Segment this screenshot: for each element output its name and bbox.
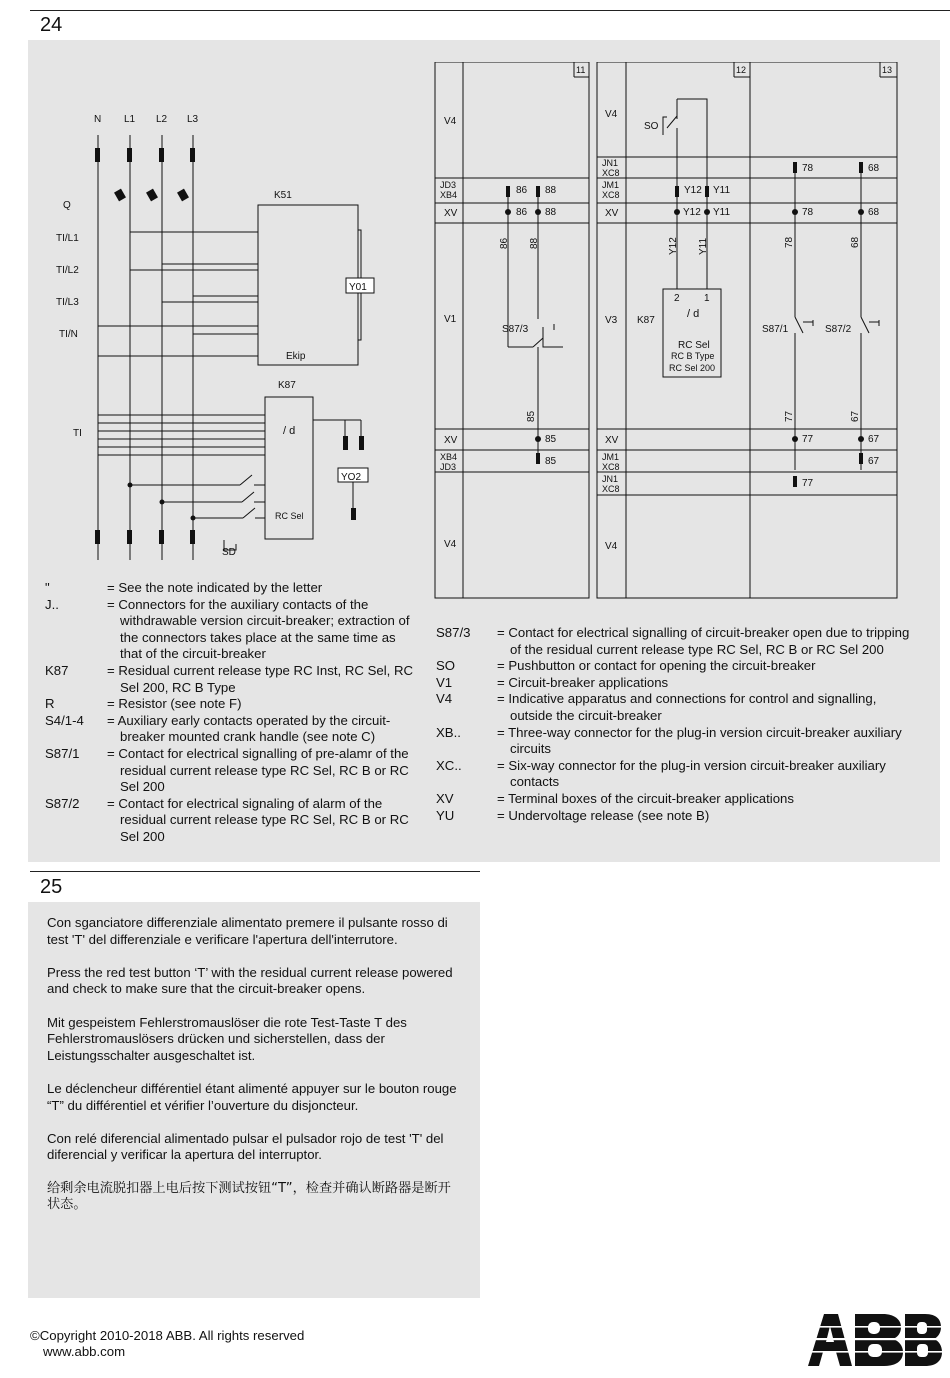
row-label-jd3-bottom: JD3: [440, 462, 457, 472]
row-label-xv-right-bottom: XV: [605, 435, 619, 446]
row-label-jn1-bottom: JN1: [602, 474, 619, 484]
website-link[interactable]: www.abb.com: [43, 1344, 126, 1360]
wire-label-78: 78: [784, 236, 795, 248]
terminal-y12-top: Y12: [684, 185, 702, 196]
legend-key: K87: [45, 662, 69, 678]
k87-label: K87: [278, 380, 296, 391]
terminal-77-xv: 77: [802, 434, 814, 445]
legend-key: YU: [436, 807, 455, 823]
legend-text: = Undervoltage release (see note B): [497, 807, 710, 823]
terminal-77-jn1: 77: [802, 478, 814, 489]
legend-text: = Pushbutton or contact for opening the circuit-breaker: [497, 658, 816, 674]
instruction-english: Press the red test button ‘T’ with the residual current release powered and check to make sure that the circuit-breaker opens.: [47, 964, 453, 997]
wire-label-y11: Y11: [698, 237, 709, 255]
copyright-text: ©Copyright 2010-2018 ABB. All rights reserved: [30, 1328, 305, 1343]
legend-key: S87/3: [436, 625, 471, 640]
legend-text: = See the note indicated by the letter: [107, 580, 323, 595]
row-label-v4-right-bottom: V4: [605, 541, 618, 552]
delta-label: / d: [283, 425, 296, 437]
legend-text: = Residual current release type RC Inst, RC Sel, RC Sel 200, RC B Type: [107, 662, 413, 695]
contact-label-s87-2: S87/2: [825, 324, 852, 335]
row-label-jn1: JN1: [602, 158, 619, 168]
legend-text: = Six-way connector for the plug-in version circuit-breaker auxiliary contacts: [497, 757, 886, 790]
row-label-xv-bottom: XV: [444, 435, 458, 446]
terminal-67-xv: 67: [868, 434, 880, 445]
legend-text: = Contact for electrical signaling of alarm of the residual current release type RC Sel, RC B or RC Sel 200: [107, 795, 409, 844]
wiring-diagram-main-circuit: [28, 40, 440, 580]
box-pin-1: 1: [704, 293, 710, 304]
row-label-v4-bottom: V4: [444, 539, 457, 550]
legend-row: [45, 597, 415, 663]
ti-l1-label: TI/L1: [56, 233, 79, 244]
legend-text: = Contact for electrical signalling of pre-alamr of the residual current release type RC Sel, RC B or RC Sel 200: [107, 745, 409, 795]
legend-key: XB..: [436, 724, 461, 740]
row-label-xv-top: XV: [444, 208, 458, 219]
legend-key: XC..: [436, 757, 462, 773]
box-line-rc-sel: RC Sel: [678, 340, 710, 351]
legend-text: = Circuit-breaker applications: [497, 674, 669, 690]
terminal-68-top: 68: [868, 163, 880, 174]
legend-text: = Terminal boxes of the circuit-breaker applications: [497, 790, 794, 806]
legend-key: J..: [45, 596, 59, 612]
sd-label: SD: [222, 547, 236, 558]
legend-row: [45, 796, 415, 846]
row-label-xc8-4: XC8: [602, 484, 620, 494]
contact-label-s87-3: S87/3: [502, 324, 529, 335]
row-label-xc8-3: XC8: [602, 462, 620, 472]
row-label-jm1-bottom: JM1: [602, 452, 620, 462]
terminal-88-xv: 88: [545, 207, 557, 218]
legend-row: [436, 758, 918, 791]
instruction-french: Le déclencheur différentiel étant alimenté appuyer sur le bouton rouge “T” du différentiel et vérifier l’ouverture du disjoncteur.: [47, 1080, 457, 1113]
wire-label-67: 67: [850, 410, 861, 422]
instruction-italian: Con sganciatore differenziale alimentato premere il pulsante rosso di test 'T' del differenziale e verificare l'apertura dell'interrutore.: [47, 915, 448, 947]
row-label-xb4-bottom: XB4: [440, 452, 458, 462]
wire-label-86: 86: [499, 237, 510, 249]
yo2-label: YO2: [341, 472, 362, 483]
legend-row: [436, 725, 918, 758]
legend-row: [436, 808, 918, 825]
ekip-label: Ekip: [286, 351, 306, 362]
legend-row: [45, 746, 415, 796]
legend-row: [45, 580, 415, 597]
legend-row: [436, 791, 918, 808]
top-rule: [30, 10, 950, 11]
instruction-german: Mit gespeistem Fehlerstromauslöser die rote Test-Taste T des Fehlerstromauslösers drücken und sicherstellen, dass der Leistungsschalter ausgeschaltet ist.: [47, 1014, 407, 1063]
instruction-spanish: Con relé diferencial alimentado pulsar el pulsador rojo de test 'T' del diferencial y verificar la apertura del interruptor.: [47, 1130, 444, 1163]
legend-right: [436, 625, 918, 824]
wiring-diagram-auxiliary: [434, 62, 900, 600]
row-label-xc8-1: XC8: [602, 168, 620, 178]
legend-key: S87/2: [45, 795, 80, 811]
rcsel-label: RC Sel: [275, 511, 304, 521]
box-line-rc-sel-200: RC Sel 200: [669, 363, 716, 373]
terminal-88-top: 88: [545, 185, 557, 196]
k51-label: K51: [274, 190, 292, 201]
legend-text: = Auxiliary early contacts operated by the circuit-breaker mounted crank handle (see note C): [107, 712, 391, 745]
ti-n-label: TI/N: [59, 329, 78, 340]
terminal-86-xv: 86: [516, 207, 528, 218]
so-label: SO: [644, 121, 659, 132]
row-label-v3: V3: [605, 315, 618, 326]
sheet-number-12: 12: [736, 65, 747, 75]
terminal-67-jm1: 67: [868, 456, 880, 467]
row-label-xv-right-top: XV: [605, 208, 619, 219]
q-label: Q: [63, 200, 71, 211]
row-label-v1: V1: [444, 314, 457, 325]
phase-label-l2: L2: [156, 114, 168, 125]
legend-key: SO: [436, 658, 456, 674]
box-delta: / d: [687, 308, 700, 320]
terminal-85-xv: 85: [545, 434, 557, 445]
legend-row: [45, 713, 415, 746]
legend-row: [436, 658, 918, 675]
legend-row: [436, 675, 918, 692]
terminal-y11-xv: Y11: [713, 207, 731, 218]
section-25-rule: [30, 871, 480, 872]
wire-label-68: 68: [850, 236, 861, 248]
terminal-85-xb4: 85: [545, 456, 557, 467]
row-label-xb4: XB4: [440, 190, 458, 200]
legend-left: [45, 580, 415, 846]
legend-text: = Indicative apparatus and connections for control and signalling, outside the circuit-breaker: [497, 691, 877, 723]
phase-label-l3: L3: [187, 114, 199, 125]
yo1-label: Y01: [349, 282, 367, 293]
legend-key: XV: [436, 790, 454, 806]
legend-row: [436, 691, 918, 724]
terminal-78-xv: 78: [802, 207, 814, 218]
ti-l3-label: TI/L3: [56, 297, 79, 308]
legend-key: V1: [436, 674, 453, 690]
ti-l2-label: TI/L2: [56, 265, 79, 276]
legend-row: [436, 625, 918, 658]
ti-label: TI: [73, 428, 82, 439]
phase-label-n: N: [94, 114, 102, 125]
row-label-xc8-2: XC8: [602, 190, 620, 200]
abb-logo-text: ABB: [808, 1314, 811, 1315]
section-25-number: 25: [40, 876, 63, 898]
legend-text: = Connectors for the auxiliary contacts of the withdrawable version circuit-breaker; extraction of the connectors takes place at the same time as that of the circuit-breaker: [107, 596, 410, 662]
box-line-rc-b-type: RC B Type: [671, 351, 715, 361]
terminal-78-top: 78: [802, 163, 814, 174]
legend-key: V4: [436, 691, 453, 707]
terminal-86-top: 86: [516, 185, 528, 196]
row-label-v4-right-top: V4: [605, 109, 618, 120]
row-label-jm1: JM1: [602, 180, 620, 190]
section-24-number: 24: [40, 14, 63, 36]
sheet-number-11: 11: [576, 65, 586, 75]
legend-key: S4/1-4: [45, 712, 84, 728]
phase-label-l1: L1: [124, 114, 136, 125]
legend-text: = Three-way connector for the plug-in version circuit-breaker auxiliary circuits: [497, 724, 902, 757]
legend-row: [45, 663, 415, 696]
legend-key: R: [45, 696, 55, 712]
legend-text: = Contact for electrical signalling of circuit-breaker open due to tripping of the residual current release type RC Sel, RC B or RC Sel 200: [497, 625, 910, 657]
wire-label-88: 88: [529, 237, 540, 249]
row-label-v4-top: V4: [444, 116, 457, 127]
terminal-y11-top: Y11: [713, 185, 731, 196]
wire-label-y12: Y12: [668, 237, 679, 255]
wire-label-85: 85: [526, 410, 537, 422]
wire-label-77: 77: [784, 410, 795, 422]
instruction-chinese: 给剩余电流脱扣器上电后按下测试按钮“T”，检查并确认断路器是断开状态。: [47, 1180, 451, 1213]
legend-key: ": [45, 580, 50, 595]
contact-label-s87-1: S87/1: [762, 324, 789, 335]
footer: [30, 1328, 304, 1361]
legend-row: [45, 696, 415, 713]
instructions-block: [47, 915, 462, 1230]
terminal-y12-xv: Y12: [683, 207, 701, 218]
legend-key: S87/1: [45, 745, 80, 761]
sheet-number-13: 13: [882, 65, 893, 75]
row-label-jd3: JD3: [440, 180, 457, 190]
terminal-68-xv: 68: [868, 207, 880, 218]
k87-label-right: K87: [637, 315, 655, 326]
legend-text: = Resistor (see note F): [107, 696, 242, 712]
box-pin-2: 2: [674, 293, 680, 304]
abb-logo: [808, 1314, 942, 1366]
